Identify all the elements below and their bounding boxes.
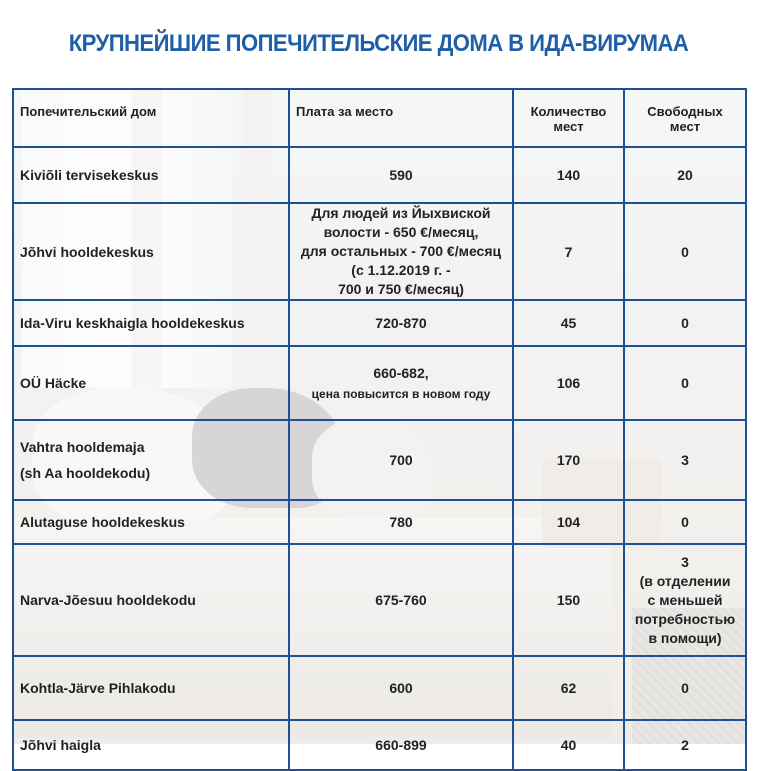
- care-homes-table: [12, 88, 747, 771]
- header-free: Свободных мест: [624, 89, 746, 147]
- table-row: [13, 500, 746, 544]
- cell-places: 150: [513, 544, 624, 656]
- cell-places: 140: [513, 147, 624, 203]
- cell-places: 170: [513, 420, 624, 500]
- cell-fee: 600: [289, 656, 513, 720]
- cell-name: OÜ Häcke: [13, 346, 289, 420]
- cell-name: Ida-Viru keskhaigla hooldekeskus: [13, 300, 289, 346]
- cell-places: 62: [513, 656, 624, 720]
- cell-fee: 590: [289, 147, 513, 203]
- cell-name: Jõhvi haigla: [13, 720, 289, 770]
- cell-free: 0: [624, 500, 746, 544]
- cell-places: 40: [513, 720, 624, 770]
- table-row: [13, 300, 746, 346]
- cell-places: 104: [513, 500, 624, 544]
- cell-free: 0: [624, 656, 746, 720]
- cell-name: Kiviõli tervisekeskus: [13, 147, 289, 203]
- cell-free: 0: [624, 300, 746, 346]
- header-fee: Плата за место: [289, 89, 513, 147]
- cell-places: 45: [513, 300, 624, 346]
- cell-fee: 660-682, цена повысится в новом году: [289, 346, 513, 420]
- cell-free: 2: [624, 720, 746, 770]
- cell-fee: 700: [289, 420, 513, 500]
- table-header-row: [13, 89, 746, 147]
- cell-fee: 660-899: [289, 720, 513, 770]
- cell-name: Vahtra hooldemaja (sh Aa hooldekodu): [13, 420, 289, 500]
- table-row: [13, 203, 746, 300]
- cell-free: 3: [624, 420, 746, 500]
- table-row: [13, 544, 746, 656]
- cell-free: 0: [624, 346, 746, 420]
- cell-fee: 720-870: [289, 300, 513, 346]
- header-places: Количество мест: [513, 89, 624, 147]
- table-row: [13, 420, 746, 500]
- cell-places: 7: [513, 203, 624, 300]
- table-row: [13, 147, 746, 203]
- cell-fee: 675-760: [289, 544, 513, 656]
- cell-fee: Для людей из Йыхвиской волости - 650 €/месяц, для остальных - 700 €/месяц (с 1.12.2019 г. - 700 и 750 €/месяц): [289, 203, 513, 300]
- cell-free: 3 (в отделении с меньшей потребностью в помощи): [624, 544, 746, 656]
- cell-name: Alutaguse hooldekeskus: [13, 500, 289, 544]
- cell-places: 106: [513, 346, 624, 420]
- cell-name: Kohtla-Järve Pihlakodu: [13, 656, 289, 720]
- header-home: Попечительский дом: [13, 89, 289, 147]
- table-row: [13, 346, 746, 420]
- table-row: [13, 720, 746, 770]
- cell-name: Jõhvi hooldekeskus: [13, 203, 289, 300]
- page-title: КРУПНЕЙШИЕ ПОПЕЧИТЕЛЬСКИЕ ДОМА В ИДА-ВИРУМАА: [68, 30, 689, 57]
- cell-name: Narva-Jõesuu hooldekodu: [13, 544, 289, 656]
- fee-note: цена повысится в новом году: [311, 387, 491, 401]
- table-row: [13, 656, 746, 720]
- cell-free: 0: [624, 203, 746, 300]
- cell-fee: 780: [289, 500, 513, 544]
- cell-free: 20: [624, 147, 746, 203]
